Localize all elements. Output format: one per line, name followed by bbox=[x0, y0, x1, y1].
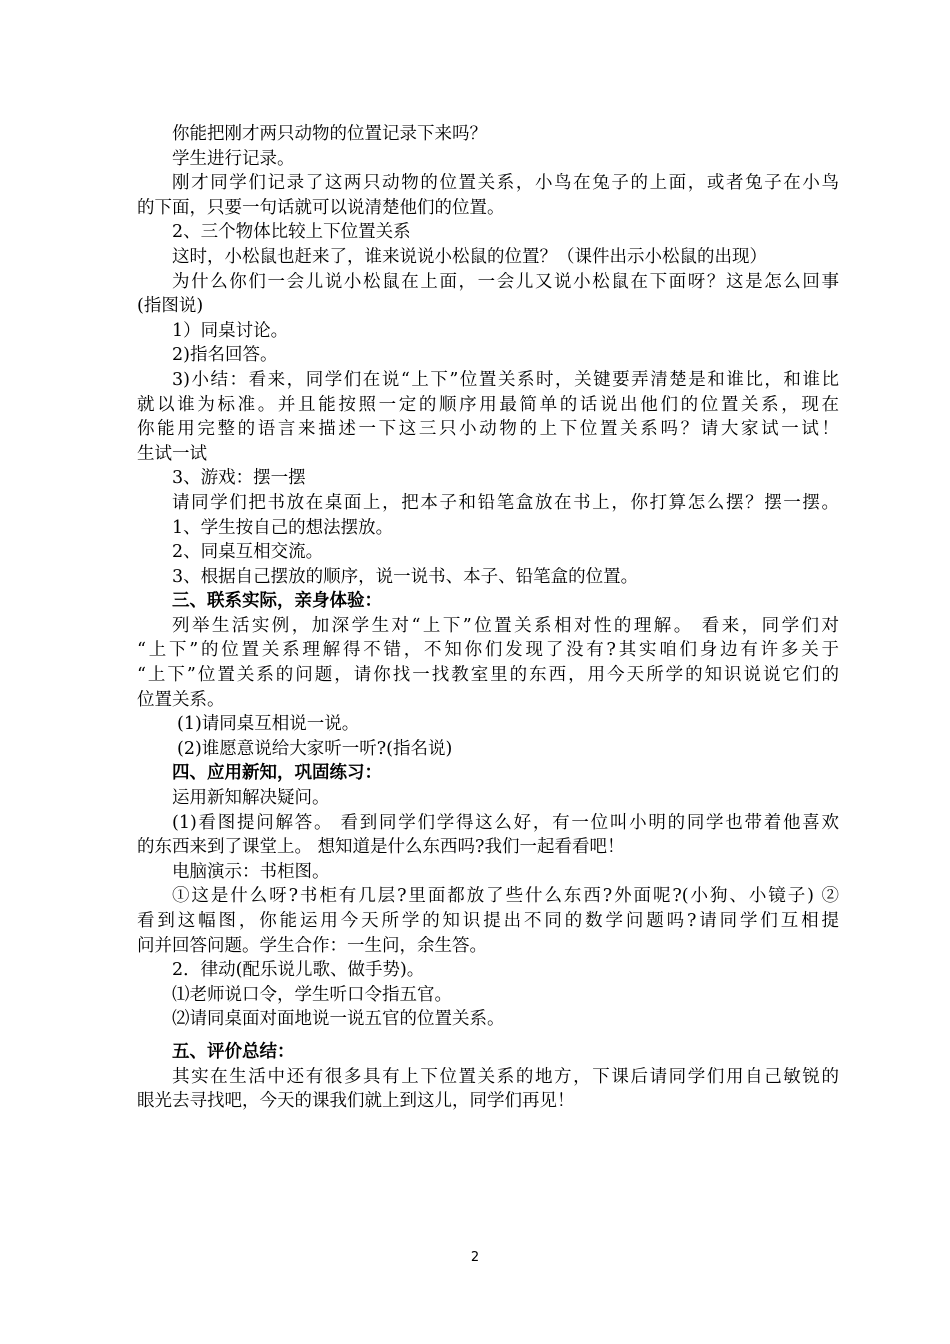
paragraph-line: 的下面，只要一句话就可以说清楚他们的位置。 bbox=[137, 197, 505, 218]
paragraph-line: “上下”位置关系的问题，请你找一找教室里的东西，用今天所学的知识说说它们的 bbox=[137, 665, 839, 686]
paragraph-line: 生试一试 bbox=[137, 443, 207, 464]
document-body bbox=[137, 122, 839, 1114]
paragraph-line: 学生进行记录。 bbox=[172, 148, 295, 169]
paragraph-line: 运用新知解决疑问。 bbox=[172, 788, 330, 809]
list-item: 2、同桌互相交流。 bbox=[172, 542, 324, 563]
list-item: (1)请同桌互相说一说。 bbox=[177, 714, 360, 735]
paragraph-line: 请同学们把书放在桌面上，把本子和铅笔盒放在书上，你打算怎么摆？摆一摆。 bbox=[172, 492, 839, 513]
section-heading: 三、联系实际，亲身体验： bbox=[172, 591, 382, 612]
page-number: 2 bbox=[470, 1250, 480, 1265]
paragraph-line: 的东西来到了课堂上。 想知道是什么东西吗?我们一起看看吧！ bbox=[137, 837, 625, 858]
paragraph-line: 其实在生活中还有很多具有上下位置关系的地方，下课后请同学们用自己敏锐的 bbox=[172, 1066, 839, 1087]
list-item: 1、学生按自己的想法摆放。 bbox=[172, 517, 394, 538]
paragraph-line: 就以谁为标准。并且能按照一定的顺序用最简单的话说出他们的位置关系，现在 bbox=[137, 394, 839, 415]
paragraph-line: 位置关系。 bbox=[137, 689, 225, 710]
paragraph-line: 列举生活实例，加深学生对“上下”位置关系相对性的理解。 看来，同学们对 bbox=[172, 615, 839, 636]
paragraph-line: 刚才同学们记录了这两只动物的位置关系，小鸟在兔子的上面，或者兔子在小鸟 bbox=[172, 173, 839, 194]
list-item: (2)谁愿意说给大家听一听?(指名说) bbox=[177, 738, 453, 759]
paragraph-line: 电脑演示：书柜图。 bbox=[172, 861, 330, 882]
list-item: ⑵请同桌面对面地说一说五官的位置关系。 bbox=[172, 1009, 505, 1030]
paragraph-line: 你能用完整的语言来描述一下这三只小动物的上下位置关系吗？请大家试一试！ bbox=[137, 419, 839, 440]
paragraph-line: (1)看图提问解答。 看到同学们学得这么好，有一位叫小明的同学也带着他喜欢 bbox=[172, 812, 839, 833]
list-item: 1）同桌讨论。 bbox=[172, 320, 289, 341]
paragraph-line: “上下”的位置关系理解得不错，不知你们发现了没有?其实咱们身边有许多关于 bbox=[137, 640, 839, 661]
list-item: 2)指名回答。 bbox=[172, 345, 278, 366]
section-heading: 五、评价总结： bbox=[172, 1041, 295, 1062]
section-heading: 3、游戏：摆一摆 bbox=[172, 468, 306, 489]
paragraph-line: 3)小结：看来，同学们在说“上下”位置关系时，关键要弄清楚是和谁比，和谁比 bbox=[172, 369, 839, 390]
section-heading: 四、应用新知，巩固练习： bbox=[172, 763, 382, 784]
section-heading: 2．律动(配乐说儿歌、做手势)。 bbox=[172, 960, 425, 981]
paragraph-line: 为什么你们一会儿说小松鼠在上面，一会儿又说小松鼠在下面呀？这是怎么回事 bbox=[172, 271, 839, 292]
paragraph-line: (指图说) bbox=[137, 296, 204, 317]
paragraph-line: ①这是什么呀?书柜有几层?里面都放了些什么东西?外面呢?(小狗、小镜子) ② bbox=[172, 886, 839, 907]
list-item: 3、根据自己摆放的顺序，说一说书、本子、铅笔盒的位置。 bbox=[172, 566, 639, 587]
paragraph-line: 你能把刚才两只动物的位置记录下来吗？ bbox=[172, 124, 487, 144]
paragraph-line: 眼光去寻找吧，今天的课我们就上到这儿，同学们再见！ bbox=[137, 1091, 575, 1112]
section-heading: 2、三个物体比较上下位置关系 bbox=[172, 222, 411, 243]
paragraph-line: 这时，小松鼠也赶来了，谁来说说小松鼠的位置？（课件出示小松鼠的出现） bbox=[172, 246, 767, 267]
paragraph-line: 问并回答问题。学生合作：一生问，余生答。 bbox=[137, 935, 487, 956]
paragraph-line: 看到这幅图，你能运用今天所学的知识提出不同的数学问题吗?请同学们互相提 bbox=[137, 911, 839, 931]
list-item: ⑴老师说口令，学生听口令指五官。 bbox=[172, 984, 452, 1005]
